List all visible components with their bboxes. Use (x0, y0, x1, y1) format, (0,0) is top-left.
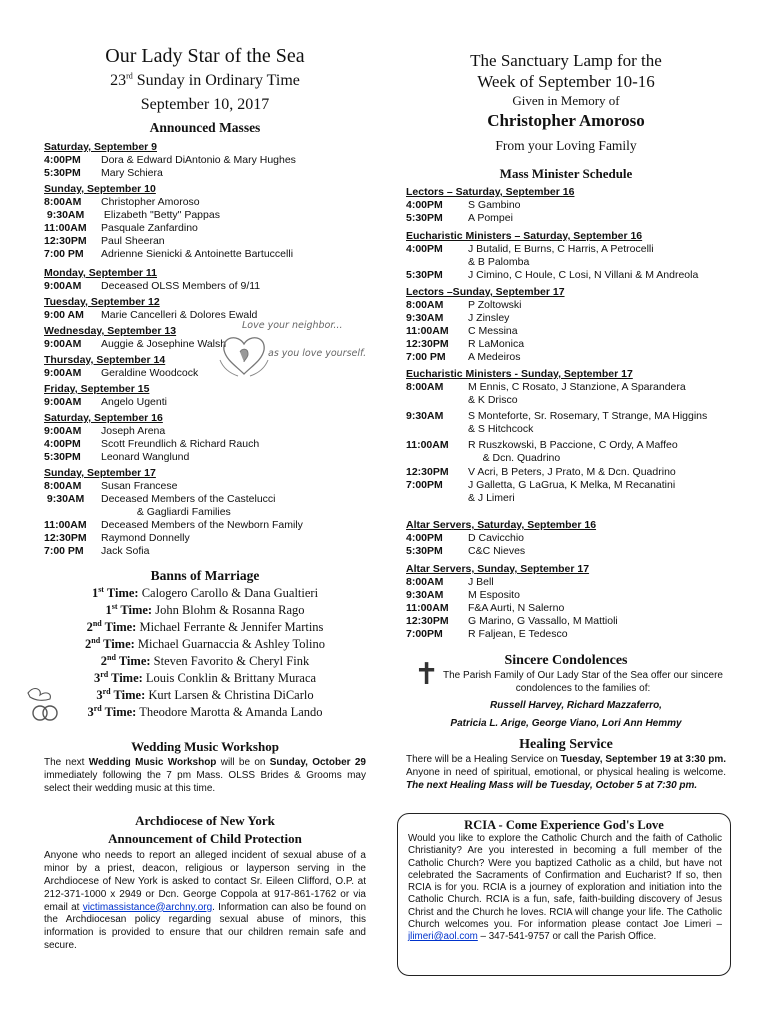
masses-heading: Announced Masses (149, 120, 261, 135)
minister-names: A Pompei (468, 212, 513, 224)
mass-row (44, 167, 366, 180)
rcia-heading: RCIA - Come Experience God's Love (464, 818, 664, 832)
minister-time: 5:30PM (406, 269, 443, 281)
banns-couple: Calogero Carollo & Dana Gualtieri (138, 586, 319, 600)
banns-ordinal: nd (91, 635, 101, 645)
banns-couple: John Blohm & Rosanna Rago (152, 603, 305, 617)
mass-intention: Deceased Members of the Newborn Family (101, 519, 303, 531)
minister-time: 9:30AM (406, 589, 444, 601)
mass-intention: Pasquale Zanfardino (101, 222, 198, 234)
banns-item (44, 619, 366, 636)
minister-group-heading: Altar Servers, Sunday, September 17 (406, 563, 590, 575)
mass-day-heading: Sunday, September 17 (44, 467, 156, 479)
banns-label: Time: (110, 688, 146, 702)
banns-label: Time: (100, 637, 135, 651)
mass-day-heading: Monday, September 11 (44, 267, 158, 279)
mass-row (44, 280, 366, 293)
minister-row (406, 545, 726, 558)
minister-names: P Zoltowski (468, 299, 522, 311)
mass-row (44, 545, 366, 558)
mass-time: 9:00AM (44, 425, 82, 437)
banns-couple: Louis Conklin & Brittany Muraca (142, 671, 317, 685)
mass-intention: Susan Francese (101, 480, 178, 492)
mass-row (44, 154, 366, 167)
minister-time: 4:00PM (406, 199, 443, 211)
minister-names: R Faljean, E Tedesco (468, 628, 568, 640)
minister-names: S Monteforte, Sr. Rosemary, T Strange, MA Higgins (468, 410, 708, 422)
mass-time: 11:00AM (44, 222, 87, 234)
mass-time: 8:00AM (44, 480, 82, 492)
banns-heading: Banns of Marriage (150, 568, 260, 583)
mass-intention: Joseph Arena (101, 425, 166, 437)
child-protection-text: Anyone who needs to report an alleged incident of sexual abuse of a minor by a priest, deacon, religious or layperson serving in the Archdiocese of New York is asked to contact Sr. Eileen Clifford, O.P. at 212-371-1000 x 2949 or Dcn. George Coppola at 917-861-1762 or via email at victimassistance@archny.org. Information can also be found on the Archdiocesan policy regarding sexual abuse of minors, this information is provided to ensure that our children remain safe and secure. (44, 850, 366, 951)
banns-label: Time: (117, 603, 153, 617)
healing-heading: Healing Service (519, 737, 613, 752)
minister-time: 9:30AM (406, 312, 444, 324)
mass-row (44, 425, 366, 438)
cross-icon: ✝ (414, 657, 440, 692)
minister-time (406, 394, 468, 407)
banns-list (44, 585, 366, 721)
minister-row (406, 325, 726, 338)
banns-couple: Michael Guarnaccia & Ashley Tolino (134, 637, 325, 651)
banns-label: Time: (103, 586, 139, 600)
mass-day-heading: Tuesday, September 12 (44, 296, 160, 308)
condolences-names-2: Patricia L. Arige, George Viano, Lori Ann Hemmy (450, 718, 682, 729)
mass-row (44, 532, 366, 545)
minister-names: R Ruszkowski, B Paccione, C Ordy, A Maffeo (468, 439, 678, 451)
mass-day-heading: Thursday, September 14 (44, 354, 166, 366)
mass-intention: Elizabeth "Betty" Pappas (101, 209, 220, 221)
mass-intention: Scott Freundlich & Richard Rauch (101, 438, 260, 450)
minister-names: J Bell (468, 576, 494, 588)
minister-names: & K Drisco (468, 394, 518, 406)
minister-time: 8:00AM (406, 381, 444, 393)
minister-time: 5:30PM (406, 212, 443, 224)
mass-intention: Adrienne Sienicki & Antoinette Bartuccelli (101, 248, 294, 260)
mass-time: 9:00AM (44, 338, 82, 350)
mass-intention: Mary Schiera (101, 167, 163, 179)
condolences-names-1: Russell Harvey, Richard Mazzaferro, (490, 700, 662, 711)
minister-names: G Marino, G Vassallo, M Mattioli (468, 615, 618, 627)
heart-hands-icon (216, 330, 272, 378)
minister-time: 5:30PM (406, 545, 443, 557)
minister-row (406, 312, 726, 325)
parish-title: Our Lady Star of the Sea (105, 45, 305, 67)
minister-row (406, 452, 726, 465)
banns-item (44, 653, 366, 670)
wedding-rings-doves-icon (24, 683, 70, 725)
banns-ordinal: st (111, 601, 118, 611)
banns-couple: Kurt Larsen & Christina DiCarlo (145, 688, 314, 702)
minister-row (406, 615, 726, 628)
minister-names: J Cimino, C Houle, C Losi, N Villani & M Andreola (468, 269, 699, 281)
mass-row (44, 396, 366, 409)
minister-row (406, 439, 726, 452)
mass-time: 5:30PM (44, 167, 81, 179)
liturgical-day: 23rd Sunday in Ordinary Time (110, 71, 300, 89)
banns-number: 1 (105, 603, 112, 617)
mass-row (44, 519, 366, 532)
mass-day-heading: Saturday, September 16 (44, 412, 163, 424)
given-in-memory: Given in Memory of (512, 93, 620, 108)
mass-row (44, 235, 366, 248)
minister-group-heading: Lectors – Saturday, September 16 (406, 186, 575, 198)
minister-names: C&C Nieves (468, 545, 526, 557)
mass-row (44, 493, 366, 506)
mass-row (44, 451, 366, 464)
minister-names: & J Limeri (468, 492, 515, 504)
minister-row (406, 243, 726, 256)
mass-row (44, 506, 366, 519)
minister-time: 9:30AM (406, 410, 444, 422)
mass-day-heading: Saturday, September 9 (44, 141, 158, 153)
wedding-text: The next Wedding Music Workshop will be on Sunday, October 29 immediately following the 7 pm Mass. OLSS Brides & Grooms may select their wedding music at this time. (44, 757, 366, 794)
condolences-heading: Sincere Condolences (504, 653, 628, 668)
mass-intention: & Gagliardi Families (131, 506, 231, 518)
minister-time: 11:00AM (406, 439, 449, 451)
love-text-top: Love your neighbor... (242, 320, 343, 331)
mass-time: 9:00AM (44, 367, 82, 379)
minister-row (406, 199, 726, 212)
mass-intention: Leonard Wanglund (101, 451, 190, 463)
mass-time: 8:00AM (44, 196, 82, 208)
mass-row (44, 480, 366, 493)
banns-couple: Steven Favorito & Cheryl Fink (150, 654, 310, 668)
schedule-heading: Mass Minister Schedule (499, 166, 633, 181)
mass-intention: Deceased OLSS Members of 9/11 (101, 280, 261, 292)
minister-time: 8:00AM (406, 299, 444, 311)
minister-time (406, 423, 468, 436)
mass-intention: Dora & Edward DiAntonio & Mary Hughes (101, 154, 296, 166)
banns-number: 3 (93, 671, 101, 685)
mass-intention: Christopher Amoroso (101, 196, 200, 208)
mass-time: 7:00 PM (44, 248, 84, 260)
rcia-text: Would you like to explore the Catholic Church and the faith of Catholic Christianity? Are you interested in becoming a full member of the Catholic Church? Were you baptized Catholic as a child, but have not celebrated the Sacraments of Confirmation and Eucharist? If so, then RCIA is for you. RCIA is a journey of exploration and initiation into the Catholic Church. RCIA is a fun, safe, faith-building discovery of Jesus Christ and the Church he loves. RCIA will change your life. The Catholic Church welcomes you. For information please contact Joe Limeri – jlimeri@aol.com – 347-541-9757 or call the Parish Office. (408, 833, 722, 943)
minister-time (406, 256, 468, 269)
wedding-heading: Wedding Music Workshop (131, 739, 279, 754)
minister-names: S Gambino (468, 199, 521, 211)
banns-item (44, 602, 366, 619)
minister-time (406, 492, 468, 505)
left-column (44, 0, 366, 953)
bulletin-date: September 10, 2017 (140, 96, 270, 113)
banns-label: Time: (101, 620, 137, 634)
minister-time: 4:00PM (406, 243, 443, 255)
banns-item (44, 585, 366, 602)
banns-number: 1 (91, 586, 99, 600)
mass-intention: Geraldine Woodcock (101, 367, 199, 379)
sanctuary-lamp-title-2: Week of September 10-16 (477, 72, 655, 91)
minister-names: M Ennis, C Rosato, J Stanzione, A Sparandera (468, 381, 686, 393)
mass-time: 9:30AM (44, 493, 85, 505)
child-protection-heading: Announcement of Child Protection (108, 831, 302, 847)
mass-time: 4:00PM (44, 154, 81, 166)
minister-row (406, 269, 726, 282)
rcia-email-link[interactable]: jlimeri@aol.com (408, 931, 478, 943)
minister-row (406, 212, 726, 225)
minister-names: V Acri, B Peters, J Prato, M & Dcn. Quadrino (468, 466, 676, 478)
minister-row (406, 381, 726, 394)
minister-row (406, 410, 726, 423)
banns-number: 2 (86, 620, 93, 634)
banns-couple: Michael Ferrante & Jennifer Martins (136, 620, 324, 634)
minister-time: 12:30PM (406, 338, 449, 350)
sanctuary-lamp-title-1: The Sanctuary Lamp for the (470, 51, 662, 70)
minister-names: A Medeiros (468, 351, 521, 363)
minister-row (406, 602, 726, 615)
minister-row (406, 394, 726, 407)
mass-time: 9:00 AM (44, 309, 84, 321)
condolences-text: The Parish Family of Our Lady Star of the Sea offer our sincere condolences to the families of: (443, 670, 723, 694)
minister-row (406, 492, 726, 505)
mass-time: 9:00AM (44, 280, 82, 292)
mass-row (44, 248, 366, 261)
archdiocese-heading: Archdiocese of New York (135, 813, 275, 829)
minister-names: D Cavicchio (468, 532, 525, 544)
mass-intention: Raymond Donnelly (101, 532, 190, 544)
mass-day-heading: Friday, September 15 (44, 383, 150, 395)
mass-intention: Deceased Members of the Castelucci (101, 493, 276, 505)
mass-row (44, 438, 366, 451)
minister-time (406, 452, 468, 465)
minister-row (406, 576, 726, 589)
healing-text: There will be a Healing Service on Tuesday, September 19 at 3:30 pm. Anyone in need of spiritual, emotional, or physical healing is welcome. The next Healing Mass will be Tuesday, October 5 at 7:30 pm. (406, 754, 726, 791)
banns-number: 3 (96, 688, 103, 702)
banns-ordinal: rd (93, 703, 102, 713)
mass-day-heading: Wednesday, September 13 (44, 325, 177, 337)
mass-intention: Jack Sofia (101, 545, 150, 557)
minister-group-heading: Eucharistic Ministers – Saturday, September 16 (406, 230, 643, 242)
minister-names: & B Palomba (468, 256, 530, 268)
minister-names: M Esposito (468, 589, 520, 601)
banns-item (44, 636, 366, 653)
mass-time: 12:30PM (44, 532, 87, 544)
banns-ordinal: rd (102, 686, 111, 696)
mass-time: 9:00AM (44, 396, 82, 408)
mass-intention: Paul Sheeran (101, 235, 165, 247)
memory-name: Christopher Amoroso (487, 111, 645, 130)
banns-number: 3 (87, 705, 94, 719)
banns-item (44, 704, 366, 721)
love-text-bottom: as you love yourself. (268, 348, 367, 359)
minister-group-heading: Eucharistic Ministers - Sunday, September 17 (406, 368, 633, 380)
mass-time: 7:00 PM (44, 545, 84, 557)
minister-names: C Messina (468, 325, 518, 337)
banns-ordinal: rd (100, 669, 109, 679)
minister-time: 12:30PM (406, 615, 449, 627)
minister-time: 7:00 PM (406, 351, 446, 363)
banns-number: 2 (100, 654, 108, 668)
mass-intention: Angelo Ugenti (101, 396, 167, 408)
rcia-box (397, 813, 731, 976)
banns-label: Time: (101, 705, 137, 719)
minister-names: & Dcn. Quadrino (468, 452, 561, 464)
minister-names: R LaMonica (468, 338, 525, 350)
minister-group-heading: Altar Servers, Saturday, September 16 (406, 519, 597, 531)
mass-row (44, 196, 366, 209)
from-family: From your Loving Family (495, 138, 637, 153)
minister-list (406, 186, 726, 641)
minister-time: 11:00AM (406, 325, 449, 337)
minister-names: J Butalid, E Burns, C Harris, A Petrocelli (468, 243, 654, 255)
mass-intention: Marie Cancelleri & Dolores Ewald (101, 309, 258, 321)
minister-row (406, 479, 726, 492)
minister-time: 7:00PM (406, 628, 443, 640)
minister-row (406, 338, 726, 351)
minister-names: J Zinsley (468, 312, 510, 324)
banns-item (44, 670, 366, 687)
minister-row (406, 466, 726, 479)
minister-names: & S Hitchcock (468, 423, 534, 435)
minister-row (406, 589, 726, 602)
minister-row (406, 351, 726, 364)
minister-time: 12:30PM (406, 466, 449, 478)
banns-ordinal: nd (92, 618, 102, 628)
minister-time: 8:00AM (406, 576, 444, 588)
right-column (406, 0, 726, 792)
minister-row (406, 256, 726, 269)
mass-row (44, 209, 366, 222)
mass-time: 5:30PM (44, 451, 81, 463)
mass-time: 9:30AM (44, 209, 85, 221)
mass-day-heading: Sunday, September 10 (44, 183, 156, 195)
minister-row (406, 628, 726, 641)
banns-item (44, 687, 366, 704)
banns-number: 2 (85, 637, 92, 651)
banns-couple: Theodore Marotta & Amanda Lando (136, 705, 323, 719)
mass-time: 4:00PM (44, 438, 81, 450)
mass-time (44, 506, 101, 519)
banns-ordinal: st (98, 584, 104, 594)
banns-label: Time: (115, 654, 151, 668)
mass-row (44, 222, 366, 235)
mass-intention: Auggie & Josephine Walsh (101, 338, 227, 350)
minister-row (406, 423, 726, 436)
victim-assistance-email-link[interactable]: victimassistance@archny.org (82, 901, 213, 913)
banns-label: Time: (108, 671, 143, 685)
minister-row (406, 299, 726, 312)
minister-time: 7:00PM (406, 479, 443, 491)
minister-names: J Galletta, G LaGrua, K Melka, M Recanatini (468, 479, 676, 491)
minister-time: 4:00PM (406, 532, 443, 544)
minister-time: 11:00AM (406, 602, 449, 614)
mass-time: 11:00AM (44, 519, 87, 531)
banns-ordinal: nd (107, 652, 116, 662)
minister-group-heading: Lectors –Sunday, September 17 (406, 286, 565, 298)
minister-row (406, 532, 726, 545)
love-neighbor-graphic (216, 318, 386, 378)
minister-names: F&A Aurti, N Salerno (468, 602, 565, 614)
mass-time: 12:30PM (44, 235, 87, 247)
